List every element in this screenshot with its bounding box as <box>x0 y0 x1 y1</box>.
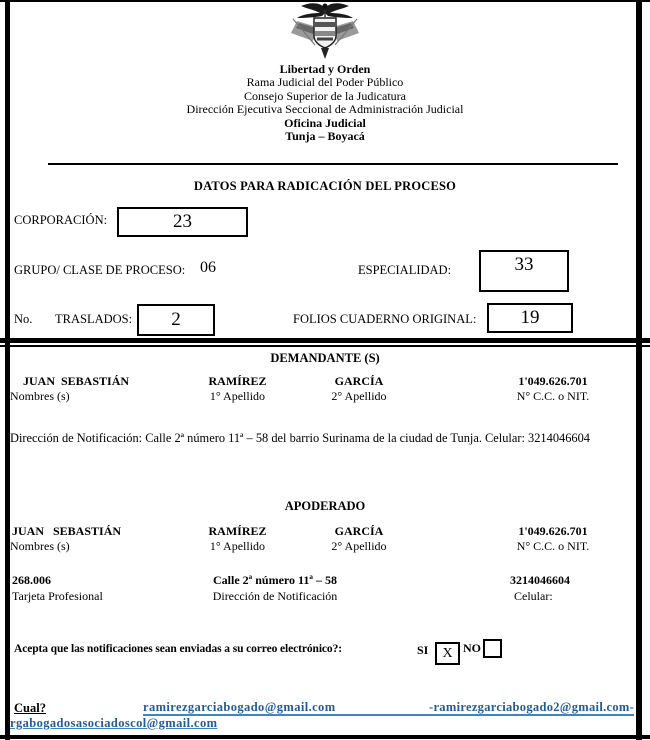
letterhead-line-2: Consejo Superior de la Judicatura <box>244 88 406 103</box>
apoderado-section-title: APODERADO <box>284 499 366 513</box>
apoderado-nombres-label: Nombres (s) <box>10 539 70 553</box>
corporacion-value: 23 <box>173 211 192 232</box>
colombia-coat-of-arms-icon <box>277 1 373 66</box>
coat-of-arms-svg <box>277 1 373 61</box>
email-link-2[interactable]: -ramirezgarciabogado2@gmail.com- <box>429 700 635 714</box>
demandante-nombres-label: Nombres (s) <box>10 389 70 403</box>
email-link-3[interactable]: rgabogadosasociadoscol@gmail.com <box>10 716 218 730</box>
corporacion-label: CORPORACIÓN: <box>14 213 108 227</box>
apoderado-apellido1: RAMÍREZ <box>208 524 267 538</box>
demandante-cc-label: N° C.C. o NIT. <box>516 389 590 403</box>
header-divider-line <box>48 163 618 165</box>
folios-label: FOLIOS CUADERNO ORIGINAL: <box>293 312 477 326</box>
folios-value-box <box>487 303 573 333</box>
apoderado-celular-label: Celular: <box>514 589 553 603</box>
apoderado-direccion-label: Dirección de Notificación <box>212 589 338 603</box>
demandante-direccion: Dirección de Notificación: Calle 2ª número 11ª – 58 del barrio Surinama de la ciudad de Tunja. Celular: 3214046604 <box>10 431 590 445</box>
especialidad-value: 33 <box>514 254 534 275</box>
apoderado-celular-value: 3214046604 <box>510 573 570 587</box>
section-divider-thin <box>0 345 650 347</box>
especialidad-value-box <box>479 250 569 292</box>
demandante-apellido1: RAMÍREZ <box>208 374 267 388</box>
demandante-cc: 1'049.626.701 <box>518 374 588 388</box>
apoderado-apellido2: GARCÍA <box>334 524 384 538</box>
demandante-section-title: DEMANDANTE (S) <box>270 351 380 365</box>
no-label: No. <box>14 312 33 326</box>
demandante-apellido1-label: 1° Apellido <box>209 389 266 403</box>
folios-value: 19 <box>520 307 540 328</box>
cual-label: Cual? <box>14 701 46 715</box>
demandante-apellido2-label: 2° Apellido <box>331 389 387 403</box>
apoderado-tarjeta-value: 268.006 <box>12 573 51 587</box>
apoderado-direccion-value: Calle 2ª número 11ª – 58 <box>213 573 337 587</box>
apoderado-apellido2-label: 2° Apellido <box>331 539 387 553</box>
letterhead-motto: Libertad y Orden <box>279 62 371 76</box>
especialidad-label: ESPECIALIDAD: <box>358 263 452 277</box>
form-title: DATOS PARA RADICACIÓN DEL PROCESO <box>193 179 457 193</box>
section-divider-thick <box>0 338 650 343</box>
apoderado-nombres: JUAN SEBASTIÁN <box>12 524 122 538</box>
letterhead-line-1: Rama Judicial del Poder Público <box>246 75 404 90</box>
si-label: SI <box>417 643 429 657</box>
traslados-value-box <box>137 304 215 336</box>
apoderado-apellido1-label: 1° Apellido <box>209 539 266 553</box>
letterhead <box>0 63 650 143</box>
si-checkbox[interactable] <box>435 642 460 665</box>
demandante-nombres: JUAN SEBASTIÁN <box>23 374 130 388</box>
letterhead-line-4: Oficina Judicial <box>284 115 366 130</box>
apoderado-tarjeta-label: Tarjeta Profesional <box>12 589 103 603</box>
demandante-apellido2: GARCÍA <box>334 374 384 388</box>
grupo-clase-value: 06 <box>200 259 216 276</box>
apoderado-cc-label: N° C.C. o NIT. <box>516 539 590 553</box>
apoderado-cc: 1'049.626.701 <box>518 524 588 538</box>
letterhead-line-3: Dirección Ejecutiva Seccional de Administración Judicial <box>186 102 464 117</box>
email-link-1[interactable]: ramirezgarciabogado@gmail.com <box>143 700 336 714</box>
letterhead-line-5: Tunja – Boyacá <box>285 129 365 144</box>
traslados-label: TRASLADOS: <box>55 312 133 326</box>
no-checkbox[interactable] <box>483 639 502 658</box>
traslados-value: 2 <box>171 309 181 330</box>
no-label-checkbox: NO <box>463 641 481 655</box>
si-checkbox-mark: X <box>442 645 453 661</box>
grupo-clase-label: GRUPO/ CLASE DE PROCESO: <box>14 263 186 277</box>
page-border-bottom <box>0 735 650 739</box>
notificaciones-question: Acepta que las notificaciones sean enviadas a su correo electrónico?: <box>14 643 342 655</box>
corporacion-value-box <box>117 207 248 237</box>
